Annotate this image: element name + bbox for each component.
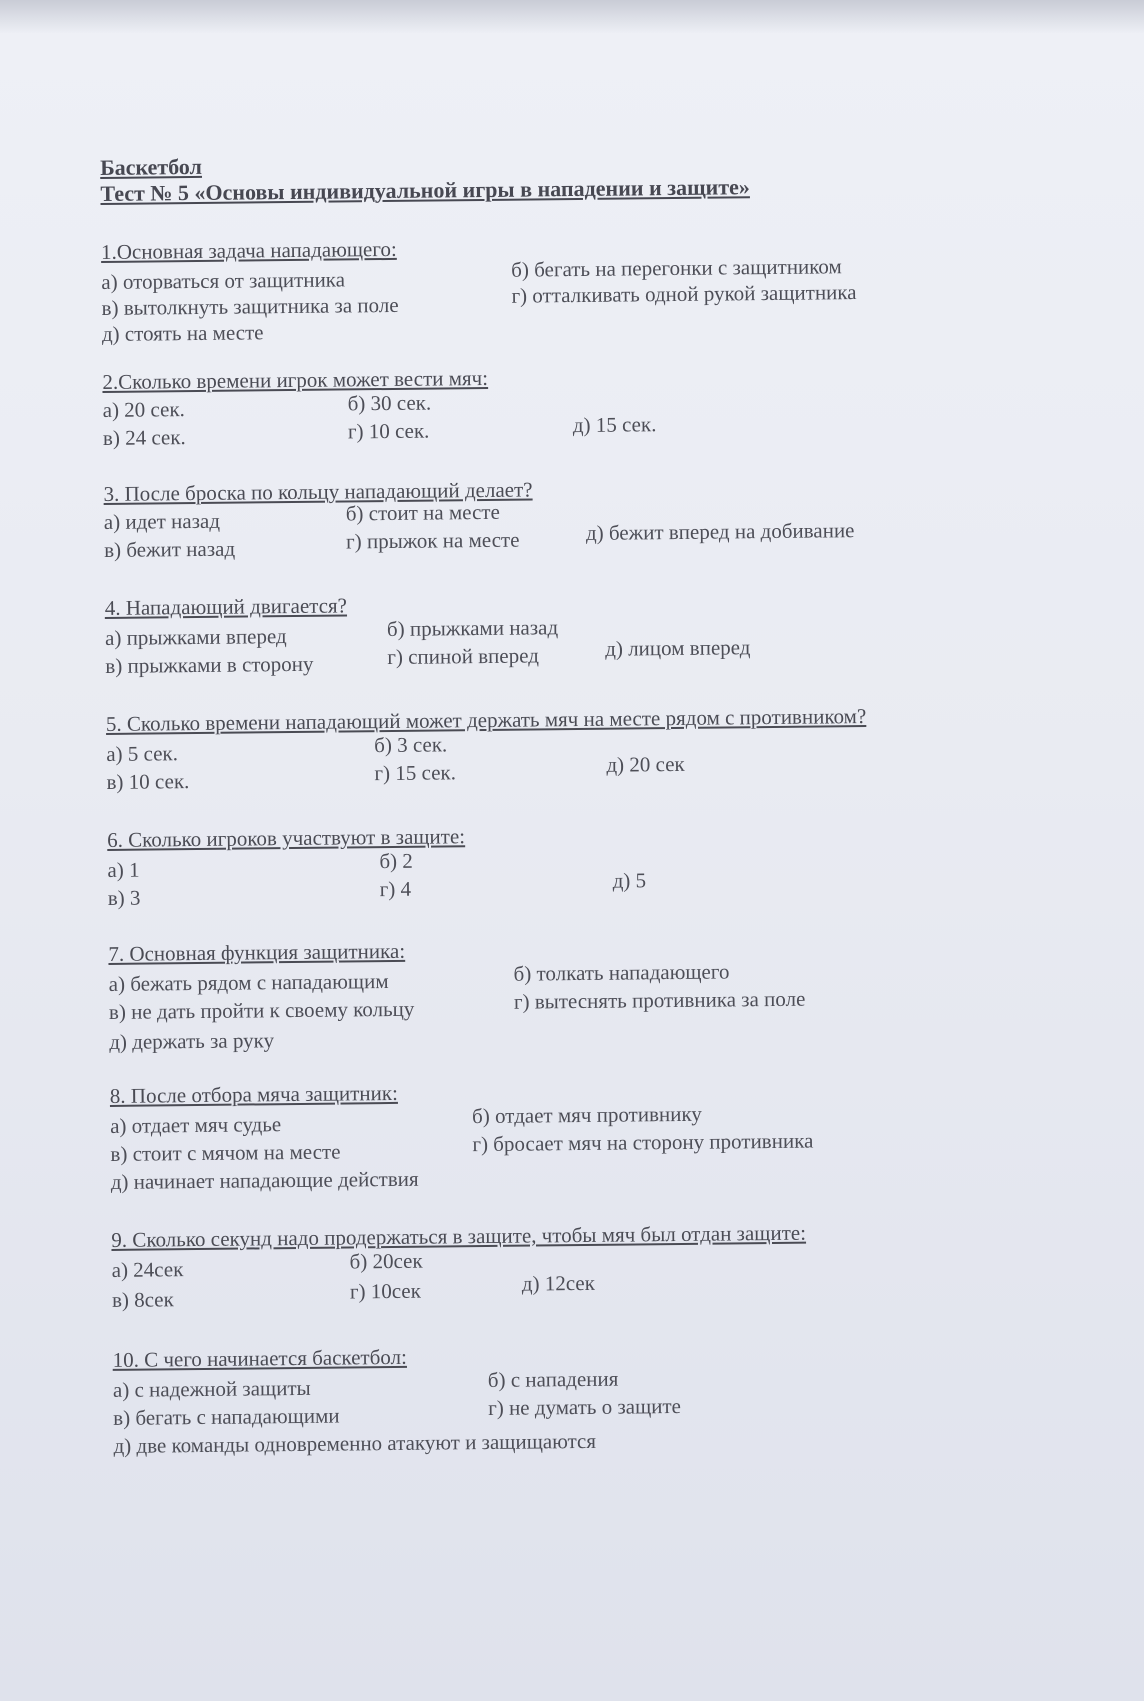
option-b: б) с нападения: [487, 1366, 619, 1393]
option-a: а) 1: [107, 857, 140, 882]
question-9: [111, 1217, 1072, 1317]
question-title: 8. После отбора мяча защитник:: [109, 1080, 398, 1108]
option-b: б) 20сек: [349, 1248, 423, 1274]
option-a: а) отдает мяч судье: [110, 1112, 282, 1138]
question-title: 5. Сколько времени нападающий может держать мяч на месте рядом с противником?: [105, 704, 867, 736]
option-g: г) 10сек: [349, 1278, 422, 1304]
option-b: б) 30 сек.: [347, 390, 432, 416]
option-d: д) 5: [612, 868, 647, 893]
question-7: [108, 931, 1069, 1059]
doc-title: Баскетбол: [100, 153, 203, 180]
doc-subtitle: Тест № 5 «Основы индивидуальной игры в нападении и защите»: [100, 174, 750, 206]
option-a: а) 20 сек.: [102, 397, 185, 422]
option-g: г) не думать о защите: [488, 1393, 682, 1421]
option-d: д) стоять на месте: [101, 320, 264, 346]
option-a: а) бежать рядом с нападающим: [108, 969, 389, 996]
option-d: д) начинает нападающие действия: [110, 1166, 419, 1194]
question-title: 7. Основная функция защитника:: [108, 938, 406, 966]
option-v: в) вытолкнуть защитника за поле: [101, 292, 399, 320]
question-title: 6. Сколько игроков участвуют в защите:: [107, 824, 466, 852]
question-title: 3. После броска по кольцу нападающий делает?: [103, 477, 533, 506]
option-v: в) 24 сек.: [102, 425, 186, 450]
option-v: в) прыжками в сторону: [105, 651, 314, 678]
option-g: г) бросает мяч на сторону противника: [472, 1128, 814, 1157]
option-d: д) 12сек: [521, 1270, 595, 1296]
option-a: а) 5 сек.: [106, 741, 179, 766]
option-a: а) оторваться от защитника: [101, 267, 346, 294]
question-6: [107, 817, 1068, 917]
option-b: б) бегать на перегонки с защитником: [511, 254, 842, 282]
question-3: [103, 471, 1064, 571]
question-title: 2.Сколько времени игрок может вести мяч:: [102, 365, 489, 394]
option-v: в) не дать пройти к своему кольцу: [108, 996, 415, 1024]
option-d: д) лицом вперед: [605, 635, 751, 661]
option-b: б) 3 сек.: [374, 732, 448, 758]
test-sheet: [100, 145, 1074, 1465]
question-4: [105, 585, 1066, 685]
option-v: в) бежит назад: [104, 536, 236, 562]
option-g: г) 10 сек.: [347, 418, 430, 444]
question-2: [102, 359, 1063, 457]
option-d: д) две команды одновременно атакуют и защищаются: [113, 1428, 597, 1458]
option-b: б) толкать нападающего: [513, 959, 730, 986]
option-d: д) 20 сек: [606, 751, 685, 777]
question-10: [112, 1337, 1073, 1465]
option-d: д) бежит вперед на добивание: [585, 518, 855, 545]
option-d: д) 15 сек.: [572, 412, 657, 438]
option-b: б) 2: [379, 848, 413, 874]
option-g: г) 4: [379, 876, 412, 902]
option-v: в) 8сек: [111, 1287, 174, 1312]
option-d: д) держать за руку: [109, 1028, 275, 1054]
option-a: а) 24сек: [111, 1257, 184, 1282]
option-g: г) 15 сек.: [374, 760, 457, 786]
option-g: г) отталкивать одной рукой защитника: [511, 280, 857, 308]
option-v: в) 10 сек.: [106, 769, 190, 794]
question-title: 1.Основная задача нападающего:: [100, 236, 397, 264]
option-g: г) прыжок на месте: [345, 527, 520, 554]
option-a: а) прыжками вперед: [104, 624, 287, 650]
option-g: г) спиной вперед: [387, 643, 539, 670]
option-b: б) стоит на месте: [345, 499, 500, 526]
question-8: [110, 1073, 1071, 1201]
question-1: [101, 229, 1062, 353]
option-b: б) отдает мяч противнику: [471, 1101, 702, 1129]
option-v: в) бегать с нападающими: [113, 1403, 340, 1430]
top-shadow: [0, 0, 1144, 34]
option-v: в) стоит с мячом на месте: [110, 1139, 341, 1166]
option-b: б) прыжками назад: [386, 615, 559, 642]
question-title: 10. С чего начинается баскетбол:: [112, 1344, 408, 1372]
question-title: 4. Нападающий двигается?: [104, 593, 348, 620]
question-5: [106, 701, 1067, 801]
option-a: а) идет назад: [103, 508, 221, 534]
option-v: в) 3: [107, 885, 141, 910]
question-title: 9. Сколько секунд надо продержаться в защите, чтобы мяч был отдан защите:: [111, 1220, 807, 1252]
option-a: а) с надежной защиты: [112, 1375, 311, 1402]
option-g: г) вытеснять противника за поле: [513, 986, 806, 1014]
